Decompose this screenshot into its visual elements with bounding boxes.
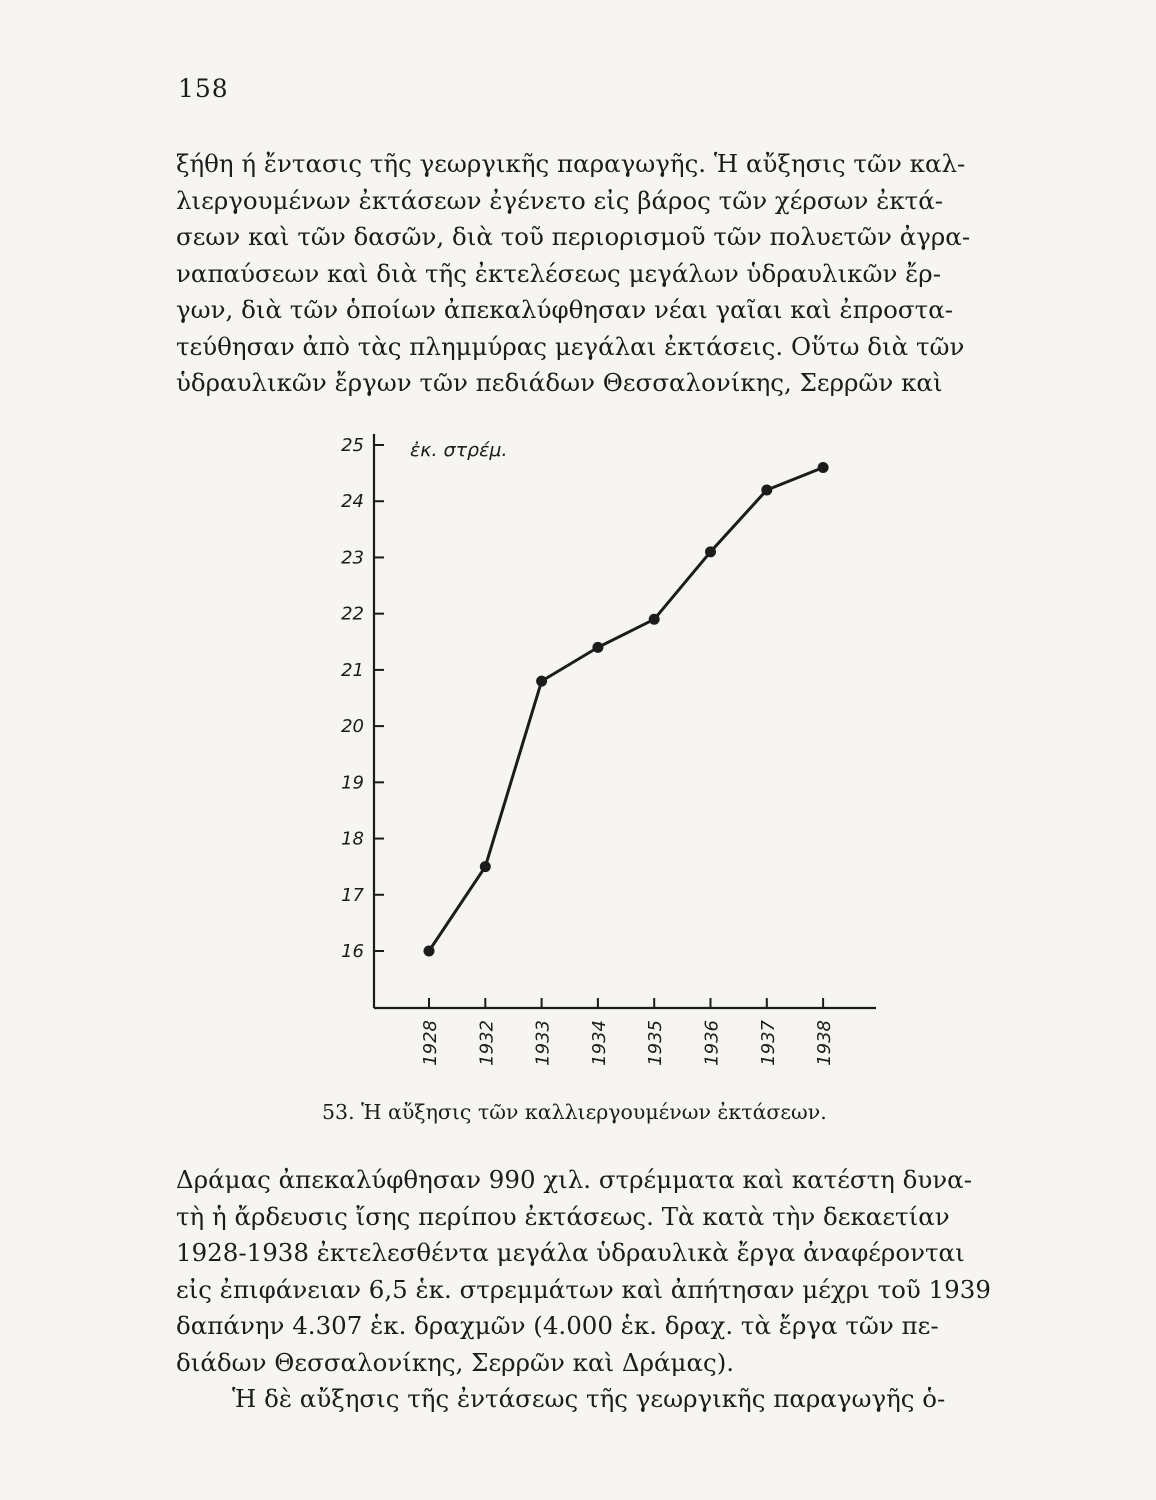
x-tick-label: 1934	[588, 1020, 610, 1066]
text-line: γων, διὰ τῶν ὁποίων ἀπεκαλύφθησαν νέαι γαῖαι καὶ ἐπροστα-	[176, 295, 954, 324]
x-tick-label: 1938	[814, 1020, 836, 1066]
text-line: εἰς ἐπιφάνειαν 6,5 ἑκ. στρεμμάτων καὶ ἀπήτησαν μέχρι τοῦ 1939	[176, 1274, 991, 1304]
y-tick-label: 18	[341, 828, 364, 850]
y-unit-label: ἐκ. στρέμ.	[410, 439, 508, 461]
data-point	[536, 676, 547, 687]
data-point	[649, 614, 660, 625]
text-line: Ἡ δὲ αὔξησις τῆς ἐντάσεως τῆς γεωργικῆς παραγωγῆς ὁ-	[232, 1384, 946, 1413]
text-line: 1928-1938 ἐκτελεσθέντα μεγάλα ὑδραυλικὰ ἔργα ἀναφέρονται	[176, 1238, 965, 1267]
text-line: ξήθη ή ἔντασις τῆς γεωργικῆς παραγωγῆς. Ἡ αὔξησις τῶν καλ-	[176, 149, 966, 178]
chart-ticks	[341, 435, 835, 1066]
text-line: ὑδραυλικῶν ἔργων τῶν πεδιάδων Θεσσαλονίκης, Σερρῶν καὶ	[176, 368, 943, 397]
text-line: λιεργουμένων ἐκτάσεων ἐγένετο εἰς βάρος τῶν χέρσων ἐκτά-	[176, 185, 944, 215]
y-tick-label: 23	[341, 547, 364, 569]
text-line: δαπάνην 4.307 ἑκ. δραχμῶν (4.000 ἑκ. δραχ. τὰ ἔργα τῶν πε-	[176, 1311, 939, 1340]
y-tick-label: 25	[341, 435, 364, 456]
x-tick-label: 1936	[701, 1020, 723, 1066]
data-point	[424, 946, 435, 957]
paragraph-2	[176, 1162, 1034, 1381]
x-tick-label: 1932	[476, 1020, 498, 1066]
y-tick-label: 16	[341, 941, 364, 962]
y-tick-label: 20	[341, 716, 364, 738]
y-tick-label: 19	[341, 772, 364, 794]
figure-caption: 53. Ἡ αὔξησις τῶν καλλιεργουμένων ἐκτάσεων.	[322, 1100, 827, 1124]
x-tick-label: 1928	[420, 1020, 441, 1066]
chart-series	[424, 462, 829, 957]
y-tick-label: 24	[341, 491, 364, 513]
y-tick-label: 17	[341, 884, 364, 906]
data-point	[480, 861, 491, 872]
series-line	[429, 467, 823, 951]
paragraph-3	[232, 1381, 1034, 1418]
text-line: τεύθησαν ἀπὸ τὰς πλημμύρας μεγάλαι ἐκτάσεις. Οὕτω διὰ τῶν	[176, 331, 965, 361]
data-point	[761, 484, 772, 495]
text-line: ναπαύσεων καὶ διὰ τῆς ἐκτελέσεως μεγάλων ὑδραυλικῶν ἔρ-	[176, 258, 941, 288]
data-point	[592, 642, 603, 653]
y-tick-label: 22	[341, 603, 364, 625]
x-tick-label: 1935	[645, 1020, 667, 1066]
y-tick-label: 21	[341, 659, 364, 681]
x-tick-label: 1937	[757, 1020, 779, 1066]
text-line: διάδων Θεσσαλονίκης, Σερρῶν καὶ Δράμας).	[176, 1347, 735, 1377]
data-point	[705, 546, 716, 557]
page-number: 158	[178, 74, 229, 103]
text-line: Δράμας ἀπεκαλύφθησαν 990 χιλ. στρέμματα καὶ κατέστη δυνα-	[176, 1165, 972, 1194]
x-tick-label: 1933	[532, 1020, 554, 1066]
data-point	[818, 462, 829, 473]
text-line: τὴ ἡ ἄρδευσις ἴσης περίπου ἐκτάσεως. Τὰ κατὰ τὴν δεκαετίαν	[176, 1201, 950, 1231]
text-line: σεων καὶ τῶν δασῶν, διὰ τοῦ περιορισμοῦ τῶν πολυετῶν ἀγρα-	[176, 222, 971, 251]
